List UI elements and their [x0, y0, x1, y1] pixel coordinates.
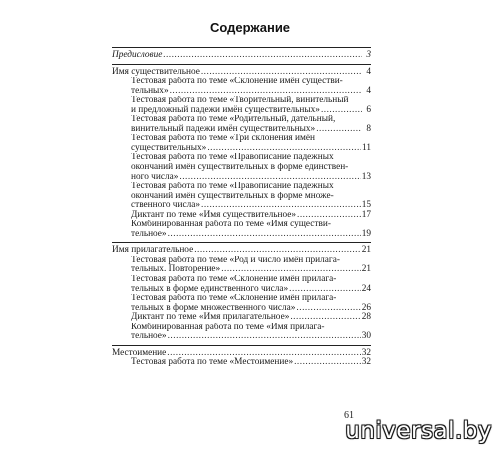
toc-section: [112, 246, 371, 341]
table-of-contents: [112, 51, 371, 368]
dot-leader: [321, 106, 362, 116]
toc-page-number: 3: [366, 50, 371, 60]
toc-entry[interactable]: [112, 220, 371, 239]
dot-leader: [168, 230, 361, 240]
dot-leader: [194, 246, 361, 256]
section-divider: [112, 64, 371, 65]
dot-leader: [296, 304, 360, 314]
toc-entry-text-line: тельных в форме множественного числа»: [131, 302, 296, 313]
toc-entry-text-line: тельных»: [131, 85, 169, 96]
toc-entry-text-line: Диктант по теме «Имя существительное»: [131, 209, 296, 220]
dot-leader: [289, 285, 361, 295]
dot-leader: [179, 173, 360, 183]
dot-leader: [201, 68, 362, 78]
toc-entry-text-line: и предложный падежи имён существительных»: [131, 104, 320, 115]
toc-entry-text-line: Тестовая работа по теме «Творительный, винительный: [131, 96, 349, 106]
toc-page-number: 30: [361, 331, 371, 342]
toc-page-number: 19: [361, 228, 371, 239]
toc-section: [112, 349, 371, 368]
toc-entry-text-line: ного числа»: [131, 171, 179, 182]
toc-page-number: 4: [366, 85, 371, 96]
dot-leader: [163, 51, 362, 61]
toc-entry-text-line: Комбинированная работа по теме «Имя существи-: [131, 220, 331, 230]
page-title: Содержание: [209, 20, 291, 35]
toc-entry[interactable]: [112, 182, 371, 211]
toc-page-number: 8: [366, 123, 371, 134]
toc-page-number: 26: [361, 302, 371, 313]
toc-entry-text-line: Диктант по теме «Имя прилагательное»: [131, 312, 290, 323]
toc-entry-text-line: Имя существительное: [112, 66, 200, 77]
toc-section: [112, 51, 371, 61]
toc-entry-text-line: Тестовая работа по теме «Склонение имён прилага-: [131, 294, 337, 304]
toc-entry-text-line: Тестовая работа по теме «Три склонения имён: [131, 134, 315, 144]
dot-leader: [168, 332, 361, 342]
toc-entry-text-line: окончаний имён существительных в форме единствен-: [131, 163, 349, 173]
toc-entry-text-line: винительный падежи имён существительных»: [131, 123, 316, 134]
toc-entry-text-line: Тестовая работа по теме «Род и число имён прилага-: [131, 255, 340, 265]
toc-page-number: 21: [361, 264, 371, 275]
toc-entry[interactable]: [112, 211, 371, 221]
toc-section: [112, 68, 371, 240]
toc-entry[interactable]: [112, 275, 371, 294]
toc-page-number: 13: [361, 171, 371, 182]
dot-leader: [297, 211, 361, 221]
toc-entry[interactable]: [112, 256, 371, 275]
toc-page-number: 21: [361, 245, 371, 256]
toc-entry[interactable]: [112, 96, 371, 115]
toc-chapter[interactable]: [112, 51, 371, 61]
toc-entry[interactable]: [112, 313, 371, 323]
toc-entry-text-line: Предисловие: [112, 50, 163, 60]
toc-page-number: 24: [361, 283, 371, 294]
toc-page-number: 17: [361, 209, 371, 220]
dot-leader: [221, 265, 361, 275]
toc-page-number: 32: [361, 347, 371, 358]
toc-chapter[interactable]: [112, 68, 371, 78]
toc-page-number: 11: [362, 142, 371, 153]
toc-page-number: 6: [366, 104, 371, 115]
toc-entry-text-line: Имя прилагательное: [112, 245, 194, 256]
toc-entry[interactable]: [112, 294, 371, 313]
toc-entry[interactable]: [112, 323, 371, 342]
toc-entry-text-line: Местоимение: [112, 347, 167, 358]
toc-entry-text-line: окончаний имён существительных в форме множе-: [131, 191, 334, 201]
toc-entry[interactable]: [112, 358, 371, 368]
dot-leader: [207, 144, 361, 154]
toc-chapter[interactable]: [112, 246, 371, 256]
toc-page-number: 15: [361, 200, 371, 211]
toc-entry[interactable]: [112, 77, 371, 96]
page-number: 61: [344, 410, 354, 421]
toc-entry-text-line: Тестовая работа по теме «Склонение имён существи-: [131, 77, 343, 87]
toc-entry-text-line: Тестовая работа по теме «Склонение имён прилага-: [131, 275, 337, 285]
toc-page-number: 32: [361, 357, 371, 368]
toc-entry-text-line: Тестовая работа по теме «Правописание падежных: [131, 182, 334, 192]
dot-leader: [316, 125, 362, 135]
dot-leader: [290, 313, 360, 323]
dot-leader: [294, 358, 361, 368]
toc-entry[interactable]: [112, 153, 371, 182]
toc-entry-text-line: тельное»: [131, 228, 167, 239]
toc-page-number: 4: [366, 66, 371, 77]
toc-entry-text-line: тельных в форме единственного числа»: [131, 283, 289, 294]
toc-entry[interactable]: [112, 134, 371, 153]
toc-entry-text-line: Тестовая работа по теме «Правописание падежных: [131, 153, 334, 163]
toc-entry-text-line: тельное»: [131, 331, 167, 342]
toc-entry-text-line: Тестовая работа по теме «Местоимение»: [131, 357, 294, 368]
toc-entry-text-line: Комбинированная работа по теме «Имя прилага-: [131, 322, 325, 332]
toc-entry[interactable]: [112, 115, 371, 134]
dot-leader: [170, 87, 362, 97]
section-divider: [112, 345, 371, 346]
toc-entry-text-line: тельных. Повторение»: [131, 264, 221, 275]
toc-entry-text-line: Тестовая работа по теме «Родительный, дательный,: [131, 115, 336, 125]
section-divider: [112, 242, 371, 243]
toc-page-number: 28: [361, 312, 371, 323]
top-rule: [112, 47, 371, 48]
toc-entry-text-line: существительных»: [131, 142, 207, 153]
watermark-logo: universal.by: [345, 418, 492, 444]
toc-entry-text-line: ственного числа»: [131, 200, 200, 211]
